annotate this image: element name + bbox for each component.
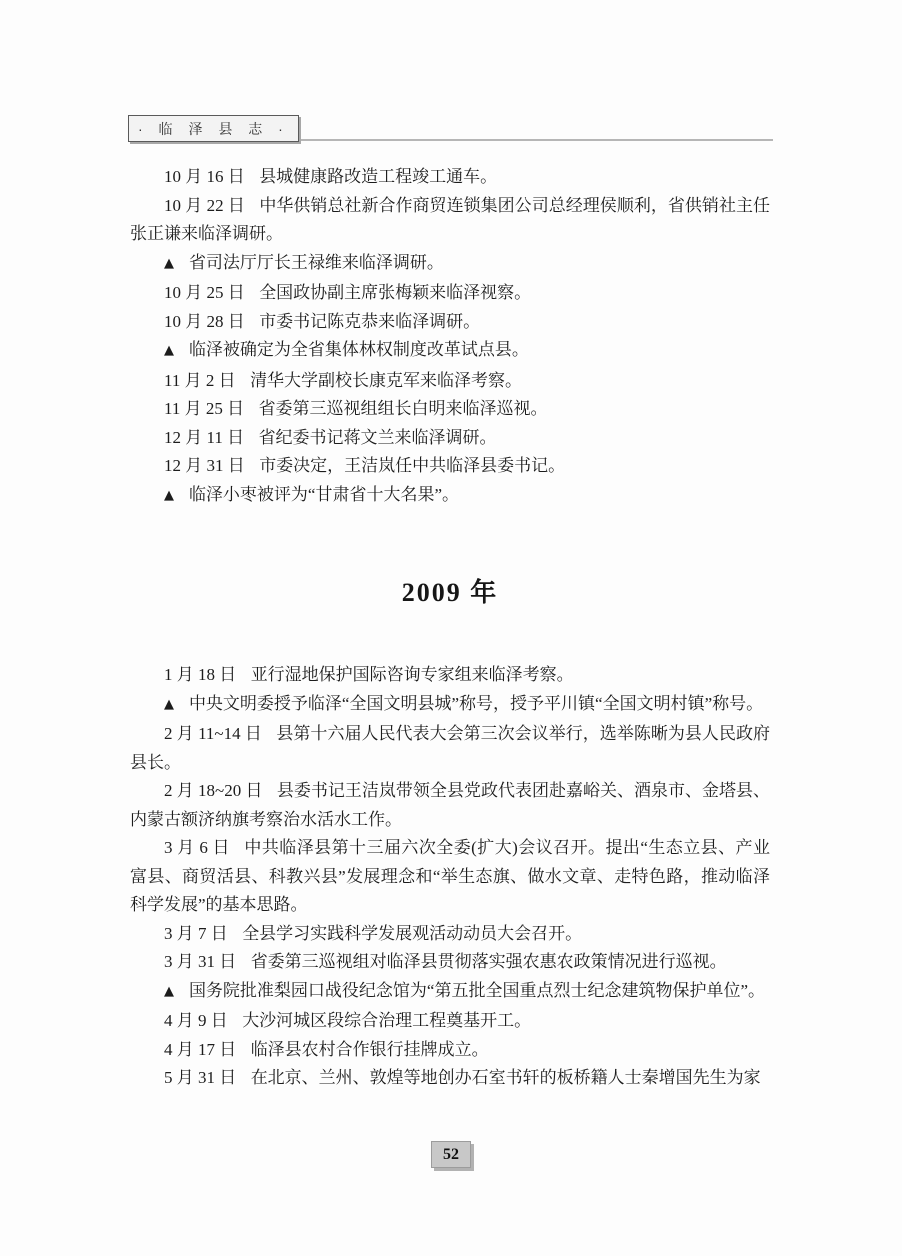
entry-text: 省纪委书记蒋文兰来临泽调研。 [258, 427, 497, 447]
entry-date: 3 月 6 日 [164, 838, 230, 857]
triangle-marker-icon: ▲ [164, 696, 174, 712]
year-heading-2009: 2009 年 [401, 578, 499, 607]
chronicle-entry [130, 834, 770, 920]
entry-text: 清华大学副校长康克军来临泽考察。 [250, 370, 523, 390]
entry-text: 县第十六届人民代表大会第三次会议举行，选举陈晰为县人民政府县长。 [130, 724, 770, 772]
entry-text: 国务院批准梨园口战役纪念馆为“第五批全国重点烈士纪念建筑物保护单位”。 [188, 980, 766, 1000]
entry-date: 10 月 25 日 [164, 283, 245, 302]
triangle-marker-icon: ▲ [164, 487, 174, 503]
chronicle-entry [130, 249, 770, 280]
entry-text: 省委第三巡视组组长白明来临泽巡视。 [258, 399, 548, 418]
triangle-marker-icon: ▲ [164, 343, 174, 358]
triangle-marker-icon: ▲ [164, 255, 174, 271]
entry-text: 县城健康路改造工程竣工通车。 [259, 167, 498, 186]
triangle-marker-icon: ▲ [164, 983, 174, 999]
entry-date: 2 月 11~14 日 [164, 724, 262, 743]
chronicle-entry [130, 1064, 770, 1093]
chronicle-entry [130, 163, 770, 192]
chronicle-entry [130, 481, 770, 512]
entry-text: 大沙河城区段综合治理工程奠基开工。 [242, 1011, 532, 1030]
chronicle-entry [130, 192, 770, 249]
entry-text: 中华供销总社新合作商贸连锁集团公司总经理侯顺利，省供销社主任张正谦来临泽调研。 [130, 195, 771, 243]
entry-text: 全国政协副主席张梅颖来临泽视察。 [259, 283, 532, 302]
entry-date: 2 月 18~20 日 [164, 781, 263, 800]
chronicle-entry [130, 948, 770, 977]
entry-text: 市委决定，王洁岚任中共临泽县委书记。 [259, 456, 566, 475]
entry-text: 临泽被确定为全省集体林权制度改革试点县。 [188, 340, 529, 359]
entry-date: 11 月 25 日 [164, 399, 245, 418]
chronicle-entry [130, 308, 770, 337]
entry-date: 3 月 7 日 [164, 923, 228, 943]
entry-date: 11 月 2 日 [164, 370, 236, 390]
chronicle-entry [130, 336, 770, 367]
chronicle-entry [130, 395, 770, 424]
page-number: 52 [431, 1141, 471, 1168]
entry-date: 4 月 17 日 [164, 1039, 237, 1059]
entry-date: 3 月 31 日 [164, 952, 237, 971]
entry-text: 中共临泽县第十三届六次全委(扩大)会议召开。提出“生态立县、产业富县、商贸活县、科教兴县”发展理念和“举生态旗、做水文章、走特色路，推动临泽科学发展”的基本思路。 [130, 838, 770, 914]
chronicle-entry [130, 720, 770, 777]
entry-text: 亚行湿地保护国际咨询专家组来临泽考察。 [250, 665, 574, 684]
entry-text: 临泽小枣被评为“甘肃省十大名果”。 [188, 484, 460, 504]
entry-text: 临泽县农村合作银行挂牌成立。 [250, 1039, 489, 1059]
entry-text: 省司法厅厅长王禄维来临泽调研。 [188, 252, 444, 272]
entry-date: 10 月 16 日 [164, 167, 245, 186]
entry-date: 5 月 31 日 [164, 1068, 237, 1087]
chronicle-entry [130, 977, 770, 1008]
chronicle-entry [130, 424, 770, 453]
chronicle-entry [130, 1036, 770, 1065]
entry-date: 12 月 11 日 [164, 427, 245, 447]
chronicle-entry [130, 367, 770, 396]
entry-date: 10 月 22 日 [164, 195, 245, 215]
chronicle-text-column [130, 163, 770, 1093]
chronicle-entry [130, 690, 770, 721]
entry-text: 省委第三巡视组对临泽县贯彻落实强农惠农政策情况进行巡视。 [250, 952, 727, 971]
chronicle-entry [130, 777, 770, 834]
header-plaque [128, 115, 299, 142]
entry-text: 在北京、兰州、敦煌等地创办石室书轩的板桥籍人士秦增国先生为家 [250, 1068, 761, 1087]
entry-text: 县委书记王洁岚带领全县党政代表团赴嘉峪关、酒泉市、金塔县、内蒙古额济纳旗考察治水活水工作。 [130, 781, 770, 829]
book-title: · 临 泽 县 志 · [138, 121, 289, 137]
entry-date: 1 月 18 日 [164, 665, 237, 684]
chronicle-entry [130, 452, 770, 481]
entry-text: 市委书记陈克恭来临泽调研。 [259, 311, 481, 331]
chronicle-entry [130, 661, 770, 690]
entry-date: 12 月 31 日 [164, 456, 245, 475]
entry-text: 全县学习实践科学发展观活动动员大会召开。 [242, 923, 583, 943]
entry-date: 10 月 28 日 [164, 311, 245, 331]
chronicle-entry [130, 920, 770, 949]
chronicle-entry [130, 279, 770, 308]
entry-date: 4 月 9 日 [164, 1011, 228, 1030]
entry-text: 中央文明委授予临泽“全国文明县城”称号，授予平川镇“全国文明村镇”称号。 [188, 693, 764, 713]
chronicle-entry [130, 1007, 770, 1036]
